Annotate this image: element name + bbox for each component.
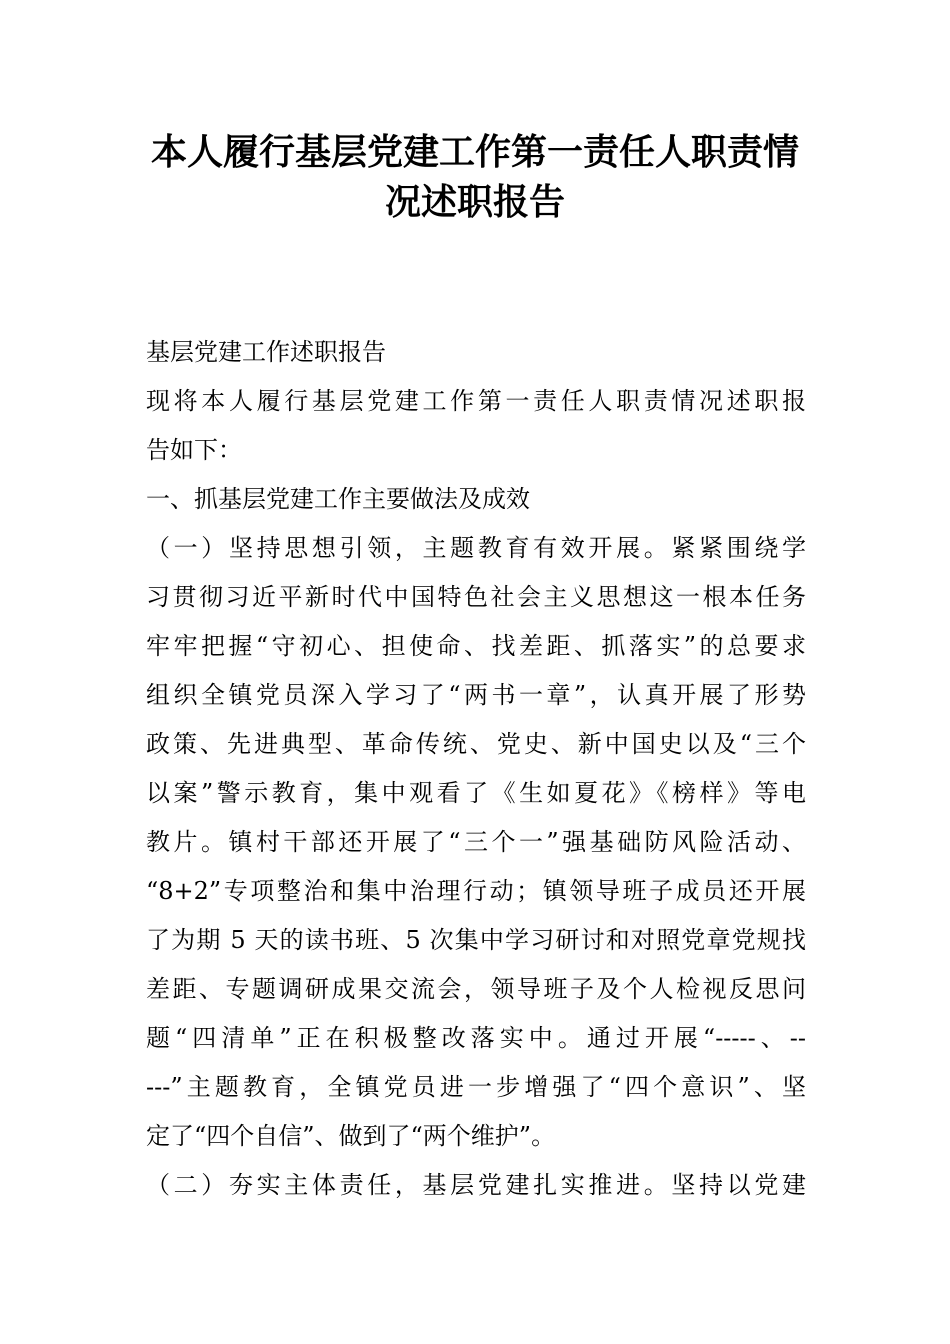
- paragraph-line: （二）夯实主体责任，基层党建扎实推进。坚持以党建: [146, 1171, 806, 1199]
- section-heading-1: 一、抓基层党建工作主要做法及成效: [146, 485, 530, 513]
- document-title-line-1: 本人履行基层党建工作第一责任人职责情: [150, 132, 799, 173]
- intro-line-1: 现将本人履行基层党建工作第一责任人职责情况述职报: [146, 387, 806, 415]
- paragraph-line: 教片。镇村干部还开展了“三个一”强基础防风险活动、: [146, 828, 806, 856]
- paragraph-line: 差距、专题调研成果交流会，领导班子及个人检视反思问: [146, 975, 806, 1003]
- paragraph-line: 了为期 5 天的读书班、5 次集中学习研讨和对照党章党规找: [146, 926, 806, 954]
- paragraph-line: 题“四清单”正在积极整改落实中。通过开展“-----、--: [146, 1024, 806, 1052]
- paragraph-line: 以案”警示教育，集中观看了《生如夏花》《榜样》等电: [146, 779, 806, 807]
- intro-line-2: 告如下：: [146, 436, 242, 464]
- paragraph-line: 牢牢把握“守初心、担使命、找差距、抓落实”的总要求: [146, 632, 806, 660]
- paragraph-line: 组织全镇党员深入学习了“两书一章”，认真开展了形势: [146, 681, 806, 709]
- paragraph-line: 定了“四个自信”、做到了“两个维护”。: [146, 1122, 556, 1150]
- report-subtitle: 基层党建工作述职报告: [146, 338, 386, 366]
- paragraph-line: ---”主题教育，全镇党员进一步增强了“四个意识”、坚: [146, 1073, 806, 1101]
- document-title-line-2: 况述职报告: [384, 182, 565, 223]
- paragraph-line: 政策、先进典型、革命传统、党史、新中国史以及“三个: [146, 730, 806, 758]
- paragraph-line: “8+2”专项整治和集中治理行动；镇领导班子成员还开展: [146, 877, 806, 905]
- paragraph-line: 习贯彻习近平新时代中国特色社会主义思想这一根本任务: [146, 583, 806, 611]
- paragraph-line: （一）坚持思想引领，主题教育有效开展。紧紧围绕学: [146, 534, 806, 562]
